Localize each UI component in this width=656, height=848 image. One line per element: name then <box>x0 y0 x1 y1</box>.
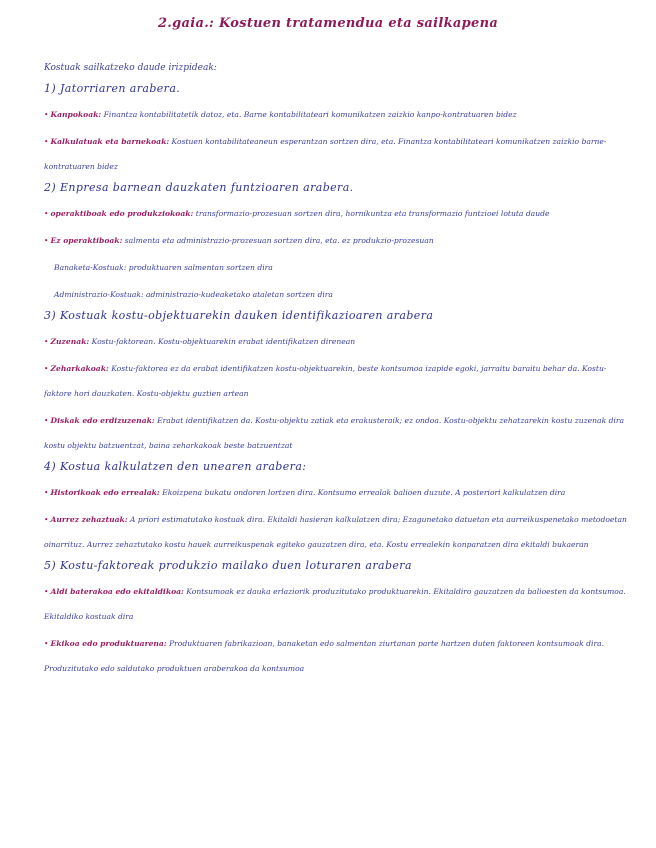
item-term: Administrazio-Kostuak: <box>54 290 144 299</box>
section-heading: 3) Kostuak kostu-objektuarekin dauken identifikazioaren arabera <box>44 309 434 322</box>
item-term: Banaketa-Kostuak: <box>54 263 127 272</box>
bullet-dot-icon: • <box>44 110 49 119</box>
section-4 <box>44 460 632 557</box>
item-term: Kalkulatuak eta barnekoak: <box>50 137 170 146</box>
bullet-item <box>44 356 632 406</box>
bullet-item <box>44 201 632 226</box>
item-text: A priori estimatutako kostuak dira. Ekitaldi hasieran kalkulatzen dira; Ezagunetako datuetan eta aurreikuspenetako metodoetan oinarrituz. Aurrez zehaztutako kostu hauek aurreikuspenak egiteko gauzatzen dira, eta. Kostu errealekin konparatzen dira ekitaldi bukaeran <box>44 515 627 549</box>
item-text: Kostuen kontabilitateaneun esperantzan sortzen dira, eta. Finantza kontabilitateari komunikatzen zaizkio barne-kontratuaren bidez <box>44 137 607 171</box>
notes-content <box>44 82 632 683</box>
bullet-item <box>44 228 632 253</box>
section-heading: 4) Kostua kalkulatzen den unearen arabera: <box>44 460 307 473</box>
bullet-dot-icon: • <box>44 236 49 245</box>
item-term: Diskak edo erdizuzenak: <box>50 416 155 425</box>
item-text: Kontsumoak ez dauka erlaziorik produzitutako produktuarekin. Ekitaldiro gauzatzen da balioesten da kontsumoa. Ekitaldiko kostuak dira <box>44 587 626 621</box>
item-term: Zeharkakoak: <box>50 364 109 373</box>
bullet-item <box>44 329 632 354</box>
item-text: Kostu-faktorean. Kostu-objektuarekin erabat identifikatzen direnean <box>89 337 356 346</box>
bullet-item <box>44 480 632 505</box>
item-text: salmenta eta administrazio-prozesuan sortzen dira, eta. ez produkzio-prozesuan <box>122 236 434 245</box>
intro-line: Kostuak sailkatzeko daude irizpideak: <box>44 63 217 73</box>
bullet-item <box>44 631 632 681</box>
bullet-dot-icon: • <box>44 209 49 218</box>
item-term: Kanpokoak: <box>50 110 102 119</box>
item-text: Produktuaren fabrikazioan, banaketan edo salmentan ziurtanan parte hartzen duten faktoreen kontsumoak dira. Produzitutako edo saldutako produktuen araberakoa da kontsumoa <box>44 639 605 673</box>
section-1 <box>44 82 632 179</box>
item-text: administrazio-kudeaketako ataletan sortzen dira <box>143 290 333 299</box>
bullet-dot-icon: • <box>44 416 49 425</box>
bullet-dot-icon: • <box>44 488 49 497</box>
sub-item <box>54 255 632 280</box>
bullet-dot-icon: • <box>44 137 49 146</box>
bullet-dot-icon: • <box>44 587 49 596</box>
section-5 <box>44 559 632 681</box>
item-term: Ez operaktiboak: <box>50 236 123 245</box>
section-2 <box>44 181 632 307</box>
sub-item <box>54 282 632 307</box>
bullet-dot-icon: • <box>44 364 49 373</box>
section-3 <box>44 309 632 458</box>
bullet-item <box>44 408 632 458</box>
bullet-item <box>44 129 632 179</box>
item-text: transformazio-prozesuan sortzen dira, hornikuntza eta transformazio funtzioei lotuta daude <box>193 209 550 218</box>
section-heading: 2) Enpresa barnean dauzkaten funtzioaren arabera. <box>44 181 354 194</box>
section-heading: 1) Jatorriaren arabera. <box>44 82 181 95</box>
item-term: Zuzenak: <box>50 337 90 346</box>
page-title: 2.gaia.: Kostuen tratamendua eta sailkapena <box>157 16 499 31</box>
section-heading: 5) Kostu-faktoreak produkzio mailako duen loturaren arabera <box>44 559 412 572</box>
item-term: Aurrez zehaztuak: <box>50 515 128 524</box>
item-term: Aldi baterakoa edo ekitaldikoa: <box>50 587 184 596</box>
bullet-item <box>44 102 632 127</box>
item-term: operaktiboak edo produkziokoak: <box>50 209 194 218</box>
bullet-item <box>44 507 632 557</box>
item-term: Historikoak edo errealak: <box>50 488 160 497</box>
item-text: Finantza kontabilitatetik datoz, eta. Barne kontabilitateari komunikatzen zaizkio kanpo-kontratuaren bidez <box>101 110 517 119</box>
bullet-dot-icon: • <box>44 337 49 346</box>
item-text: produktuaren salmentan sortzen dira <box>126 263 273 272</box>
item-text: Ekoizpena bukatu ondoren lortzen dira. Kontsumo errealak balioen duzute. A posteriori kalkulatzen dira <box>159 488 566 497</box>
item-term: Ekikoa edo produktuarena: <box>50 639 167 648</box>
bullet-dot-icon: • <box>44 639 49 648</box>
item-text: Kostu-faktorea ez da erabat identifikatzen kostu-objektuarekin, beste kontsumoa izapide egoki, jarraitu baraitu behar da. Kostu-faktore hori dauzkaten. Kostu-objektu guztien artean <box>44 364 607 398</box>
bullet-dot-icon: • <box>44 515 49 524</box>
bullet-item <box>44 579 632 629</box>
item-text: Erabat identifikatzen da. Kostu-objektu zatiak eta erakusteraik; ez ondoa. Kostu-objektu zehatzarekin kostu zuzenak dira kostu objektu batzuentzat, baina zeharkakoak beste batzuentzat <box>44 416 625 450</box>
